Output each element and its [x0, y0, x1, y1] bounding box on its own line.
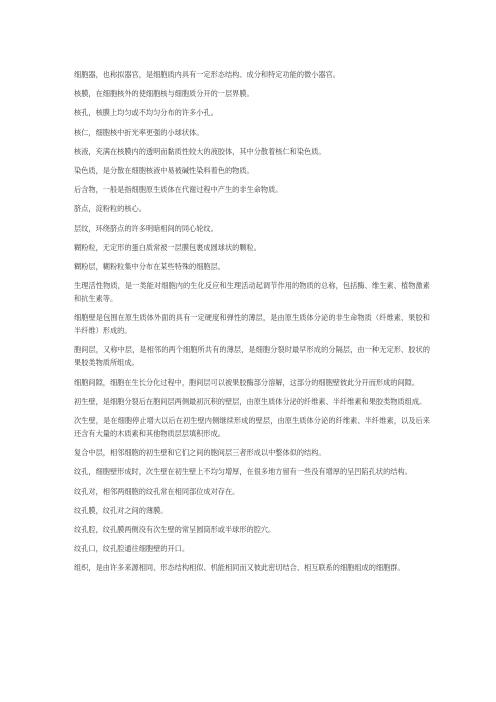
paragraph-compound-middle-lamella: 复合中层，相邻细胞的初生壁和它们之间的胞间层三者形成以中整体似的结构。	[74, 448, 326, 458]
document-body	[74, 68, 430, 581]
paragraph-nucleolus: 核仁，细胞核中折光率更强的小球状体。	[74, 127, 204, 137]
paragraph-pit-aperture: 纹孔口，纹孔腔通往细胞壁的开口。	[74, 544, 190, 554]
paragraph-nuclear-pore: 核孔，核膜上均匀或不均匀分布的许多小孔。	[74, 108, 218, 118]
paragraph-chromatin: 染色质，是分散在细胞核液中易被碱性染料着色的物质。	[74, 165, 254, 175]
paragraph-bioactive-substance: 生理活性物质，是一类能对细胞内的生化反应和生理活动起调节作用的物质的总称，包括酶、维生素、植物激素和抗生素等。	[74, 281, 430, 304]
paragraph-hilum: 脐点，淀粉粒的核心。	[74, 204, 146, 214]
paragraph-tissue: 组织，是由许多来源相同、形态结构相似、机能相同而又彼此密切结合、相互联系的细胞组成的细胞群。	[74, 563, 405, 573]
paragraph-nuclear-sap: 核液，充满在核膜内的透明而黏质性较大的液胶体，其中分散着核仁和染色质。	[74, 146, 326, 156]
paragraph-pit: 纹孔，细胞壁形成时，次生壁在初生壁上不均匀增厚，在很多地方留有一些没有增厚的呈凹陷孔状的结构。	[74, 467, 412, 477]
paragraph-lamellae: 层纹，环绕脐点的许多明暗相间的同心轮纹。	[74, 223, 218, 233]
paragraph-middle-lamella: 胞间层，又称中层，是相邻的两个细胞所共有的薄层，是细胞分裂时最早形成的分隔层，由一种无定形、胶状的果胶类物质所组成。	[74, 345, 430, 368]
paragraph-aleurone-layer: 糊粉层，糊粉粒集中分布在某些特殊的细胞层。	[74, 261, 225, 271]
paragraph-pit-membrane: 纹孔膜，纹孔对之间的薄膜。	[74, 505, 168, 515]
paragraph-pit-pair: 纹孔对，相邻两细胞的纹孔常在相同部位成对存在。	[74, 486, 240, 496]
paragraph-aleurone-grain: 糊粉粒，无定形的蛋白质常被一层膜包裹成圆球状的颗粒。	[74, 242, 261, 252]
paragraph-pit-cavity: 纹孔腔，纹孔膜两侧没有次生壁的常呈圆筒形或半球形的腔穴。	[74, 524, 276, 534]
paragraph-primary-wall: 初生壁，是细胞分裂后在胞间层两侧最初沉积的壁层，由原生质体分泌的纤维素、半纤维素和果胶类物质组成。	[74, 396, 427, 406]
paragraph-intercellular-space: 细胞间隙，细胞在生长分化过程中，胞间层可以被果胶酶部分溶解，这部分的细胞壁彼此分开而形成的间隙。	[74, 377, 420, 387]
paragraph-ergastic-substance: 后含物，一般是指细胞原生质体在代谢过程中产生的非生命物质。	[74, 185, 283, 195]
paragraph-organelle: 细胞器，也称拟器官，是细胞质内具有一定形态结构、成分和特定功能的微小器官。	[74, 70, 340, 79]
paragraph-cell-wall: 细胞壁是包围在原生质体外面的具有一定硬度和弹性的薄层，是由原生质体分泌的非生命物质（纤维素、果胶和半纤维）形成的。	[74, 313, 430, 336]
paragraph-secondary-wall: 次生壁，是在细胞停止增大以后在初生壁内侧继续形成的壁层，由原生质体分泌的纤维素、半纤维素，以及后来还含有大量的木质素和其他物质层层填积形成。	[74, 416, 430, 438]
paragraph-nuclear-membrane: 核膜，在细胞核外的使细胞核与细胞质分开的一层界膜。	[74, 89, 254, 99]
